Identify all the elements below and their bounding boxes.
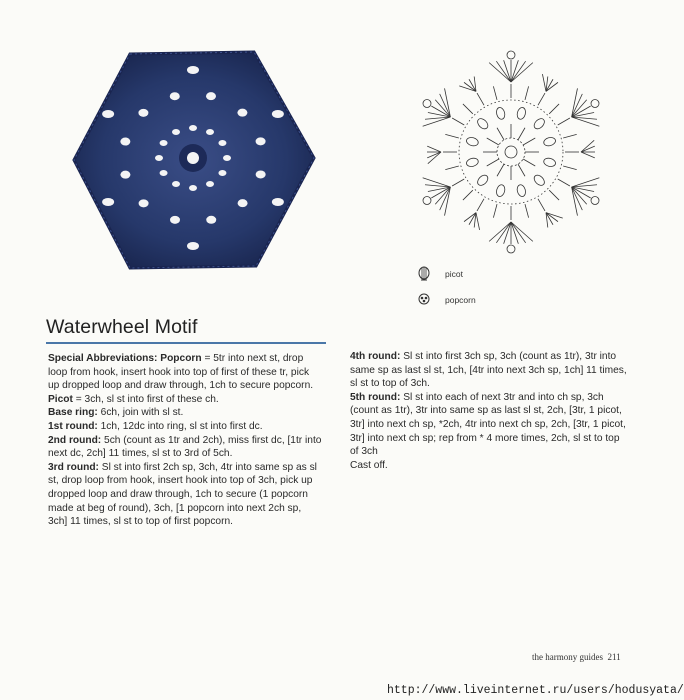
motif-photo	[66, 50, 336, 272]
instructions-left	[48, 352, 323, 529]
footer-brand: the harmony guides	[532, 652, 603, 662]
source-url: http://www.liveinternet.ru/users/hodusyata/	[387, 684, 684, 697]
symbol-chart	[402, 52, 620, 258]
legend	[417, 266, 537, 311]
round-1: 1st round: 1ch, 12dc into ring, sl st into first dc.	[48, 420, 263, 432]
page-footer	[532, 652, 621, 662]
instructions-right	[350, 350, 630, 472]
special-abbreviations: Special Abbreviations: Popcorn = 5tr into next st, drop loop from hook, insert hook into top of first of these tr, pick up dropped loop and draw through, 1ch to secure popcorn.	[48, 353, 314, 392]
cast-off: Cast off.	[350, 459, 388, 471]
round-2: 2nd round: 5ch (count as 1tr and 2ch), miss first dc, [1tr into next dc, 2ch] 11 times, sl st to 3rd of 5ch.	[48, 434, 322, 460]
picot-definition: Picot = 3ch, sl st into first of these ch.	[48, 393, 219, 405]
round-4: 4th round: Sl st into first 3ch sp, 3ch (count as 1tr), 3tr into same sp as last sl st, 1ch, [4tr into next 3ch sp, 1ch] 11 times, sl st to top of 3ch.	[350, 351, 627, 390]
page-number: 211	[607, 652, 621, 662]
page-title: Waterwheel Motif	[46, 316, 198, 338]
legend-popcorn	[417, 292, 476, 308]
legend-picot	[417, 266, 463, 282]
popcorn-icon	[417, 292, 431, 308]
legend-picot-label: picot	[445, 269, 463, 279]
round-3: 3rd round: Sl st into first 2ch sp, 3ch, 4tr into same sp as sl st, drop loop from hook, insert hook into top of 3ch, pick up dropped loop and draw through, 1ch to secure (1 popcorn made at beg of round), 3ch, [1 popcorn into next 2ch sp, 3ch] 11 times, sl st to top of first popcorn.	[48, 461, 317, 528]
round-5: 5th round: Sl st into each of next 3tr and into ch sp, 3ch (count as 1tr), 3tr into same sp as last sl st, 2ch, [3tr, 1 picot, 3tr] into next ch sp, *2ch, 4tr into next ch sp, 2ch, [3tr, 1 picot, 3tr] into next ch sp; rep from * 4 more times, 2ch, sl st to top of 3ch	[350, 391, 626, 458]
base-ring: Base ring: 6ch, join with sl st.	[48, 407, 184, 419]
title-rule	[46, 342, 326, 344]
legend-popcorn-label: popcorn	[445, 295, 476, 305]
picot-icon	[417, 266, 431, 282]
